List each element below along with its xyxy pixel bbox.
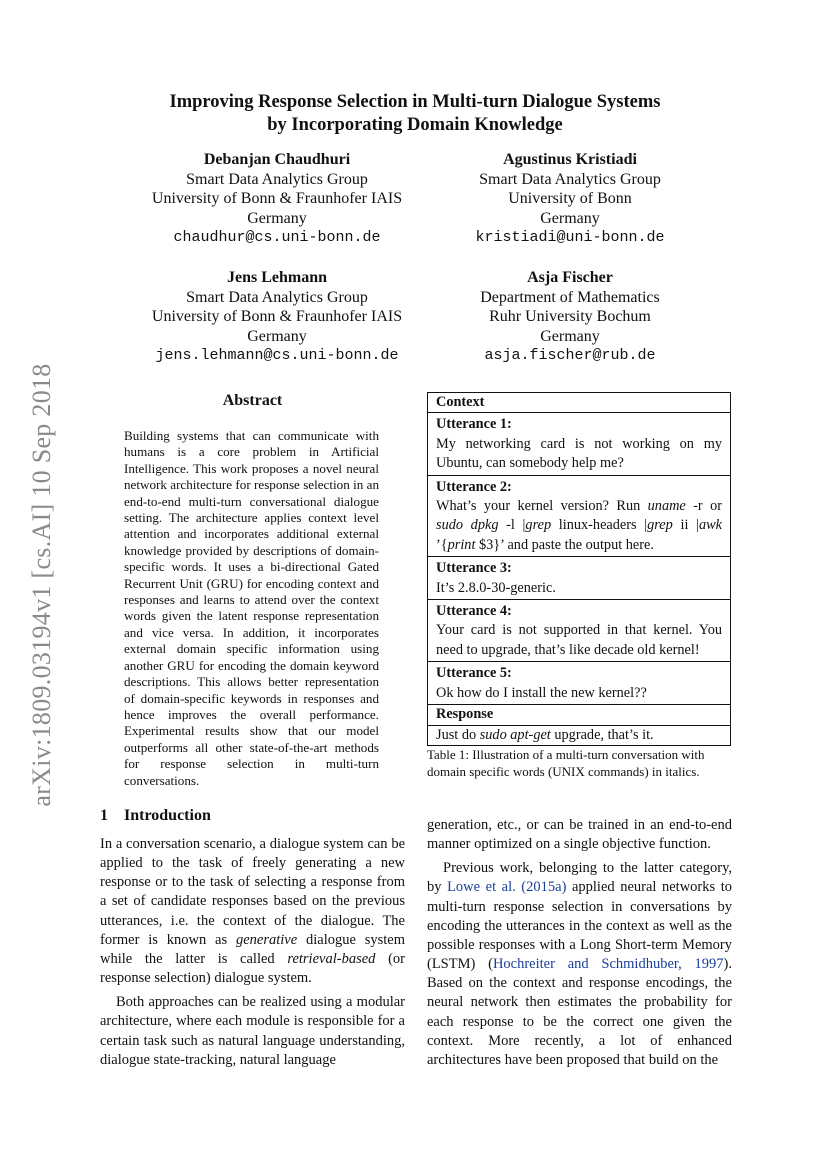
utterance-text: Your card is not supported in that kernel. You need to upgrade, that’s like decade old kernel! bbox=[436, 622, 722, 658]
paragraph: Both approaches can be realized using a modular architecture, where each module is responsible for a certain task such as natural language understanding, dialogue state-tracking, natural language bbox=[100, 994, 405, 1068]
author-name: Agustinus Kristiadi bbox=[503, 151, 637, 168]
author-affiliation: Smart Data Analytics Group bbox=[479, 170, 661, 188]
author-name: Asja Fischer bbox=[527, 269, 613, 286]
table-divider bbox=[428, 599, 730, 600]
author-affiliation: Ruhr University Bochum bbox=[489, 308, 651, 325]
section-number: 1 bbox=[100, 807, 108, 824]
author-affiliation: Smart Data Analytics Group bbox=[186, 170, 368, 188]
table-divider bbox=[428, 556, 730, 557]
author-email: chaudhur@cs.uni-bonn.de bbox=[173, 229, 381, 246]
body-column-left bbox=[100, 835, 405, 1075]
author-country: Germany bbox=[247, 327, 307, 345]
paragraph: generation, etc., or can be trained in an end-to-end manner optimized on a single objective function. bbox=[427, 817, 732, 853]
author-block bbox=[420, 150, 720, 248]
author-country: Germany bbox=[247, 209, 307, 227]
author-block bbox=[420, 268, 720, 366]
utterance-3 bbox=[428, 559, 730, 598]
body-column-right bbox=[427, 816, 732, 1075]
abstract-heading: Abstract bbox=[222, 392, 283, 409]
table-context-header: Context bbox=[428, 393, 730, 413]
author-affiliation: University of Bonn & Fraunhofer IAIS bbox=[151, 308, 403, 325]
utterance-text: Ok how do I install the new kernel?? bbox=[436, 684, 647, 701]
utterance-5 bbox=[428, 664, 730, 703]
title-line-2: by Incorporating Domain Knowledge bbox=[267, 115, 563, 135]
abstract-text: Building systems that can communicate with humans is a core problem in Artificial Intelligence. This work proposes a novel neural network architecture for response selection in an end-to-end multi-turn conversational dialogue setting. The architecture applies context level attention and incorporates additional external knowledge provided by descriptions of domain-specific words. It uses a bi-directional Gated Recurrent Unit (GRU) for encoding context and responses and learns to attend over the context words given the latent response representation and vice versa. In addition, it incorporates external domain specific information using another GRU for encoding the domain keyword descriptions. This allows better representation of domain-specific keywords in responses and hence improves the overall performance. Experimental results show that our model outperforms all other state-of-the-art methods for response selection in multi-turn conversations. bbox=[124, 428, 379, 788]
table-response-text: Just do sudo apt-get upgrade, that’s it. bbox=[436, 726, 654, 743]
utterance-label: Utterance 3: bbox=[436, 560, 512, 577]
section-title: Introduction bbox=[124, 807, 211, 824]
author-email: asja.fischer@rub.de bbox=[484, 347, 656, 364]
title-line-1: Improving Response Selection in Multi-turn Dialogue Systems bbox=[169, 92, 661, 112]
table-caption: Table 1: Illustration of a multi-turn conversation with domain specific words (UNIX commands) in italics. bbox=[427, 747, 705, 779]
utterance-text: My networking card is not working on my Ubuntu, can somebody help me? bbox=[436, 435, 722, 472]
section-heading-introduction bbox=[100, 807, 211, 825]
author-country: Germany bbox=[540, 209, 600, 227]
author-affiliation: University of Bonn & Fraunhofer IAIS bbox=[151, 190, 403, 207]
utterance-label: Utterance 4: bbox=[436, 603, 512, 620]
author-country: Germany bbox=[540, 327, 600, 345]
author-block bbox=[127, 268, 427, 366]
author-block bbox=[127, 150, 427, 248]
paragraph: In a conversation scenario, a dialogue system can be applied to the task of freely generating a new response or to the task of selecting a response from a set of candidate responses based on the previous utterances, i.e. the context of the dialogue. The former is known as generative dialogue system while the latter is called retrieval-based (or response selection) dialogue system. bbox=[100, 836, 405, 987]
example-conversation-table bbox=[427, 392, 731, 746]
utterance-4 bbox=[428, 602, 730, 660]
table-response-header: Response bbox=[428, 704, 730, 725]
author-email: kristiadi@uni-bonn.de bbox=[475, 229, 665, 246]
arxiv-side-stamp: arXiv:1809.03194v1 [cs.AI] 10 Sep 2018 bbox=[27, 363, 56, 807]
author-email: jens.lehmann@cs.uni-bonn.de bbox=[155, 347, 399, 364]
citation-link[interactable]: Hochreiter and Schmidhuber, 1997 bbox=[492, 956, 724, 973]
author-affiliation: Department of Mathematics bbox=[480, 288, 660, 306]
author-affiliation: Smart Data Analytics Group bbox=[186, 288, 368, 306]
utterance-1 bbox=[428, 415, 730, 473]
table-divider bbox=[428, 661, 730, 662]
author-affiliation: University of Bonn bbox=[508, 190, 632, 207]
utterance-text: What’s your kernel version? Run uname -r or sudo dpkg -l |grep linux-headers |grep ii |awk ’{print $3}’ and paste the output here. bbox=[436, 498, 722, 553]
utterance-label: Utterance 5: bbox=[436, 665, 512, 682]
paper-title bbox=[100, 91, 730, 137]
utterance-label: Utterance 1: bbox=[436, 416, 512, 433]
utterance-text: It’s 2.8.0-30-generic. bbox=[436, 579, 556, 596]
author-name: Debanjan Chaudhuri bbox=[203, 151, 351, 168]
citation-link[interactable]: Lowe et al. (2015a) bbox=[447, 879, 567, 896]
utterance-label: Utterance 2: bbox=[436, 478, 512, 495]
author-name: Jens Lehmann bbox=[226, 269, 328, 286]
paragraph: Previous work, belonging to the latter category, by Lowe et al. (2015a) applied neural networks to multi-turn response selection in conversations by encoding the utterances in the context as well as the possible responses with a Long Short-term Memory (LSTM) (Hochreiter and Schmidhuber, 1997). Based on the context and response encodings, the neural network then estimates the probability for each response to be the correct one given the context. More recently, a lot of enhanced architectures have been proposed that build on the bbox=[427, 860, 732, 1068]
table-divider bbox=[428, 475, 730, 476]
utterance-2 bbox=[428, 478, 730, 556]
